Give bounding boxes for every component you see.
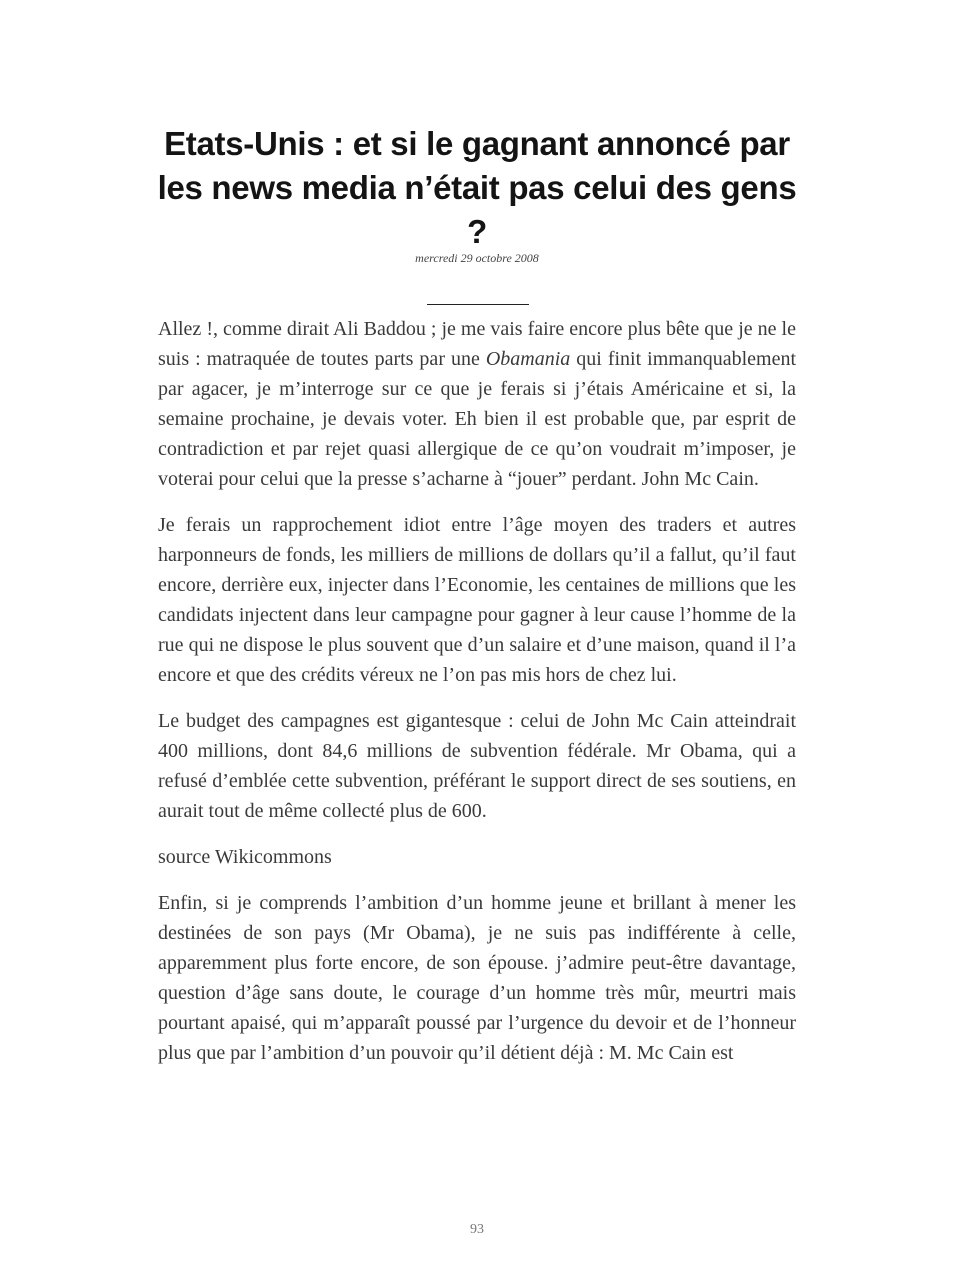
paragraph-2: Je ferais un rapprochement idiot entre l’âge moyen des traders et autres harponneurs de fonds, les milliers de millions de dollars qu’il a fallut, qu’il faut encore, derrière eux, injecter dans l’Economie, les centaines de millions que les candidats injectent dans leur campagne pour gagner à leur cause l’homme de la rue qui ne dispose le plus souvent que d’un salaire et d’une maison, quand il l’a encore et que des crédits véreux ne l’on pas mis hors de chez lui. bbox=[158, 514, 796, 686]
paragraph-3: Le budget des campagnes est gigantesque : celui de John Mc Cain atteindrait 400 millions, dont 84,6 millions de subvention fédérale. Mr Obama, qui a refusé d’emblée cette subvention, préférant le support direct de ses soutiens, en aurait tout de même collecté plus de 600. bbox=[158, 710, 796, 822]
paragraph-1 bbox=[158, 314, 796, 494]
title-divider bbox=[427, 304, 529, 305]
paragraph-1-start: Allez !, comme dirait Ali Baddou ; je me vais faire encore plus bête que je ne le suis : matraquée de toutes parts par une bbox=[158, 318, 796, 370]
image-source-caption: source Wikicommons bbox=[158, 846, 332, 868]
article-date: mercredi 29 octobre 2008 bbox=[415, 251, 539, 265]
obamania-emphasis: Obamania bbox=[485, 348, 571, 370]
page-number: 93 bbox=[470, 1222, 484, 1237]
article-body bbox=[158, 314, 796, 1084]
article-title: Etats-Unis : et si le gagnant annoncé par les news media n’était pas celui des gens ? bbox=[157, 125, 797, 250]
paragraph-5: Enfin, si je comprends l’ambition d’un homme jeune et brillant à mener les destinées de son pays (Mr Obama), je ne suis pas indifférente à celle, apparemment plus forte encore, de son épouse. j’admire peut-être davantage, question d’âge sans doute, le courage d’un homme très mûr, meurtri mais pourtant apaisé, qui m’apparaît poussé par l’urgence du devoir et de l’honneur plus que par l’ambition d’un pouvoir qu’il détient déjà : M. Mc Cain est bbox=[158, 892, 796, 1064]
paragraph-1-end: qui finit immanquablement par agacer, je m’interroge sur ce que je ferais si j’étais Américaine et si, la semaine prochaine, je devais voter. Eh bien il est probable que, par esprit de contradiction et par rejet quasi allergique de ce qu’on voudrait m’imposer, je voterai pour celui que la presse s’acharne à “jouer” perdant. John Mc Cain. bbox=[158, 348, 797, 490]
